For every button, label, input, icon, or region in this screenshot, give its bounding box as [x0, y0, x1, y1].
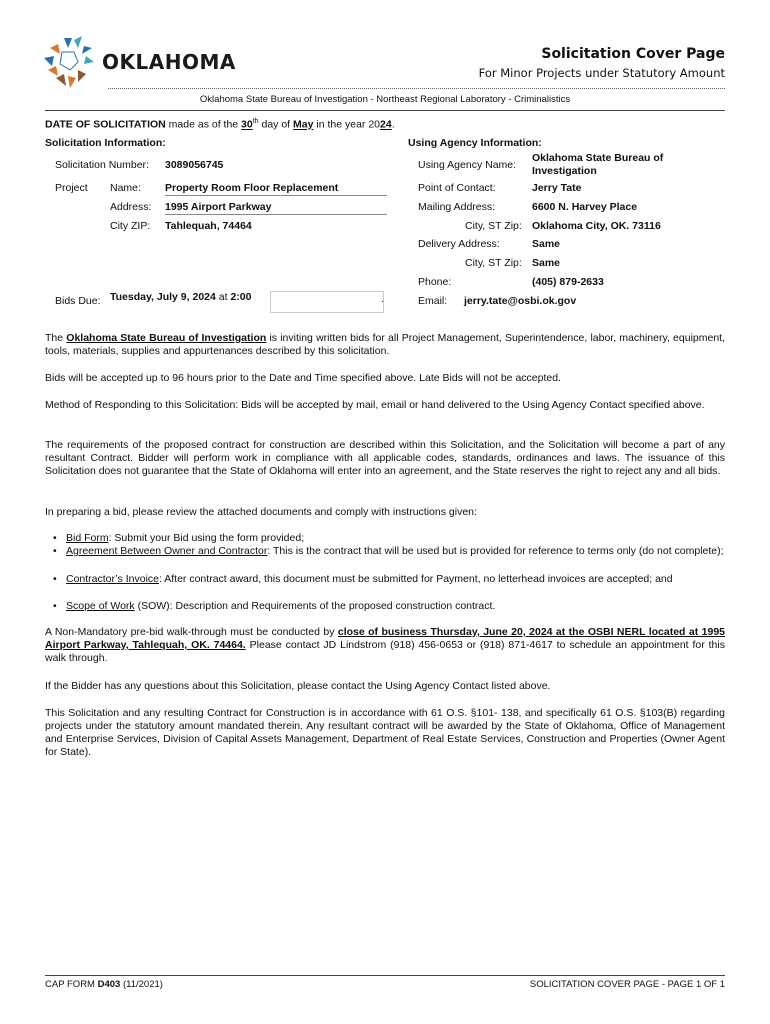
form-number: D403 [97, 979, 121, 990]
bullet-text: : Submit your Bid using the form provided; [108, 532, 305, 544]
list-item [53, 545, 726, 558]
bullet-text: : This is the contract that will be used but is provided for reference to terms only (do not complete); [267, 545, 724, 557]
intro-paragraph [45, 332, 725, 358]
walkthrough-deadline: close of business Thursday, June 20, 2024 at the OSBI NERL located at 1995 Airport Parkway, Tahlequah, OK. 74464. [45, 626, 725, 651]
delivery-address-label: Delivery Address: [418, 238, 500, 250]
mailing-address-label: Mailing Address: [418, 201, 496, 213]
agency-heading: Using Agency Information: [408, 137, 542, 149]
agency-name-label: Using Agency Name: [418, 159, 517, 171]
date-label: DATE OF SOLICITATION [45, 118, 166, 131]
divider [108, 88, 725, 89]
list-item [53, 532, 726, 545]
bids-accepted-paragraph: Bids will be accepted up to 96 hours prior to the Date and Time specified above. Late Bids will not be accepted. [45, 372, 561, 384]
text: CAP FORM [45, 979, 98, 990]
bullet-icon: • [53, 573, 57, 585]
solicitation-heading: Solicitation Information: [45, 137, 166, 149]
agency-name-inline: Oklahoma State Bureau of Investigation [66, 332, 267, 344]
bullet-icon: • [53, 600, 57, 612]
mailing-address: 6600 N. Harvey Place [532, 201, 638, 213]
bullet-term: Contractor’s Invoice [66, 573, 159, 585]
bullet-text: (SOW): Description and Requirements of the proposed construction contract. [134, 600, 496, 612]
bureau-line: Oklahoma State Bureau of Investigation - Northeast Regional Laboratory - Criminalistics [199, 94, 571, 105]
solicitation-number: 3089056745 [165, 159, 224, 171]
project-cityzip: Tahlequah, 74464 [165, 220, 252, 232]
date-text: day of [258, 118, 294, 131]
text: (11/2021) [120, 979, 163, 990]
text: is inviting written bids for all Project Management, Superintendence, labor, machinery, equipment, tools, materials, supplies and appurtenances described by this solicitation. [45, 332, 725, 357]
bids-due-at: at [215, 291, 231, 303]
bullet-term: Bid Form [66, 532, 109, 544]
divider [45, 110, 725, 111]
delivery-city-label: City, ST Zip: [465, 257, 522, 269]
bullet-icon: • [53, 532, 57, 544]
date-month: May [293, 118, 314, 131]
phone: (405) 879-2633 [532, 276, 604, 288]
date-year: 24 [380, 118, 392, 131]
delivery-city: Same [532, 257, 561, 269]
bids-due-label: Bids Due: [55, 295, 101, 307]
date-day-suffix: th [252, 118, 259, 125]
bids-due [110, 291, 251, 303]
contact-name: Jerry Tate [532, 182, 582, 194]
logo-text: OKLAHOMA [102, 50, 236, 74]
project-address-label: Address: [110, 201, 152, 213]
email-label: Email: [418, 295, 448, 307]
oklahoma-logo [42, 34, 236, 90]
bids-due-time-field[interactable] [270, 291, 384, 313]
list-item [53, 573, 726, 586]
footer-form-id [45, 979, 163, 990]
statute-paragraph: This Solicitation and any resulting Contract for Construction is in accordance with 61 O.S. §101- 138, and specifically 61 O.S. §103(B) regarding projects under the statutory amount mandated therein. Any resultant contract will be awarded by the State of Oklahoma, Office of Management and Enterprise Services, Division of Capital Assets Management, Department of Real Estate Services, Construction and Properties (Owner Agent for State). [45, 707, 725, 758]
agency-name: Oklahoma State Bureau of Investigation [532, 152, 664, 177]
bullet-text: : After contract award, this document must be submitted for Payment, no letterhead invoices are accepted; and [159, 573, 673, 585]
list-item [53, 600, 726, 613]
date-of-solicitation [45, 118, 395, 131]
project-cityzip-label: City ZIP: [110, 220, 151, 232]
mailing-city-label: City, ST Zip: [465, 220, 522, 232]
project-name-label: Name: [110, 182, 141, 194]
bids-due-period: . [381, 293, 384, 305]
delivery-address: Same [532, 238, 561, 250]
date-day: 30 [241, 118, 253, 131]
response-method-paragraph: Method of Responding to this Solicitation: Bids will be accepted by mail, email or hand delivered to the Using Agency Contact specified above. [45, 399, 705, 411]
project-name: Property Room Floor Replacement [165, 182, 387, 196]
text: Please contact JD Lindstrom (918) 456-0653 or (918) 871-4617 to schedule an appointment for this walk through. [45, 639, 725, 664]
page-subtitle: For Minor Projects under Statutory Amount [478, 66, 725, 80]
footer-page-number: SOLICITATION COVER PAGE - PAGE 1 OF 1 [529, 979, 725, 990]
bullet-term: Scope of Work [66, 600, 135, 612]
state-star-icon [42, 34, 98, 90]
project-label: Project [55, 182, 88, 194]
questions-paragraph: If the Bidder has any questions about this Solicitation, please contact the Using Agency Contact listed above. [45, 680, 551, 692]
mailing-city: Oklahoma City, OK. 73116 [532, 220, 661, 232]
footer-divider [45, 975, 725, 976]
contact-label: Point of Contact: [418, 182, 496, 194]
email[interactable]: jerry.tate@osbi.ok.gov [464, 295, 577, 307]
preparing-bid-paragraph: In preparing a bid, please review the attached documents and comply with instructions given: [45, 506, 477, 518]
date-text: . [391, 118, 395, 131]
solicitation-number-label: Solicitation Number: [55, 159, 149, 171]
requirements-paragraph: The requirements of the proposed contract for construction are described within this Solicitation, and the Solicitation will become a part of any resultant Contract. Bidder will perform work in compliance with all applicable codes, standards, ordinances and laws. The issuance of this Solicitation does not guarantee that the State of Oklahoma will enter into an agreement, and the State reserves the right to reject any and all bids. [45, 439, 725, 477]
text: The [45, 332, 67, 344]
bids-due-time: 2:00 [230, 291, 252, 303]
phone-label: Phone: [418, 276, 452, 288]
date-text: in the year 20 [313, 118, 381, 131]
date-text: made as of the [165, 118, 242, 131]
bids-due-date: Tuesday, July 9, 2024 [110, 291, 216, 303]
bullet-icon: • [53, 545, 57, 557]
bullet-term: Agreement Between Owner and Contractor [66, 545, 268, 557]
text: A Non-Mandatory pre-bid walk-through must be conducted by [45, 626, 338, 638]
page-title: Solicitation Cover Page [541, 46, 725, 62]
project-address: 1995 Airport Parkway [165, 201, 387, 215]
walkthrough-paragraph [45, 626, 725, 665]
